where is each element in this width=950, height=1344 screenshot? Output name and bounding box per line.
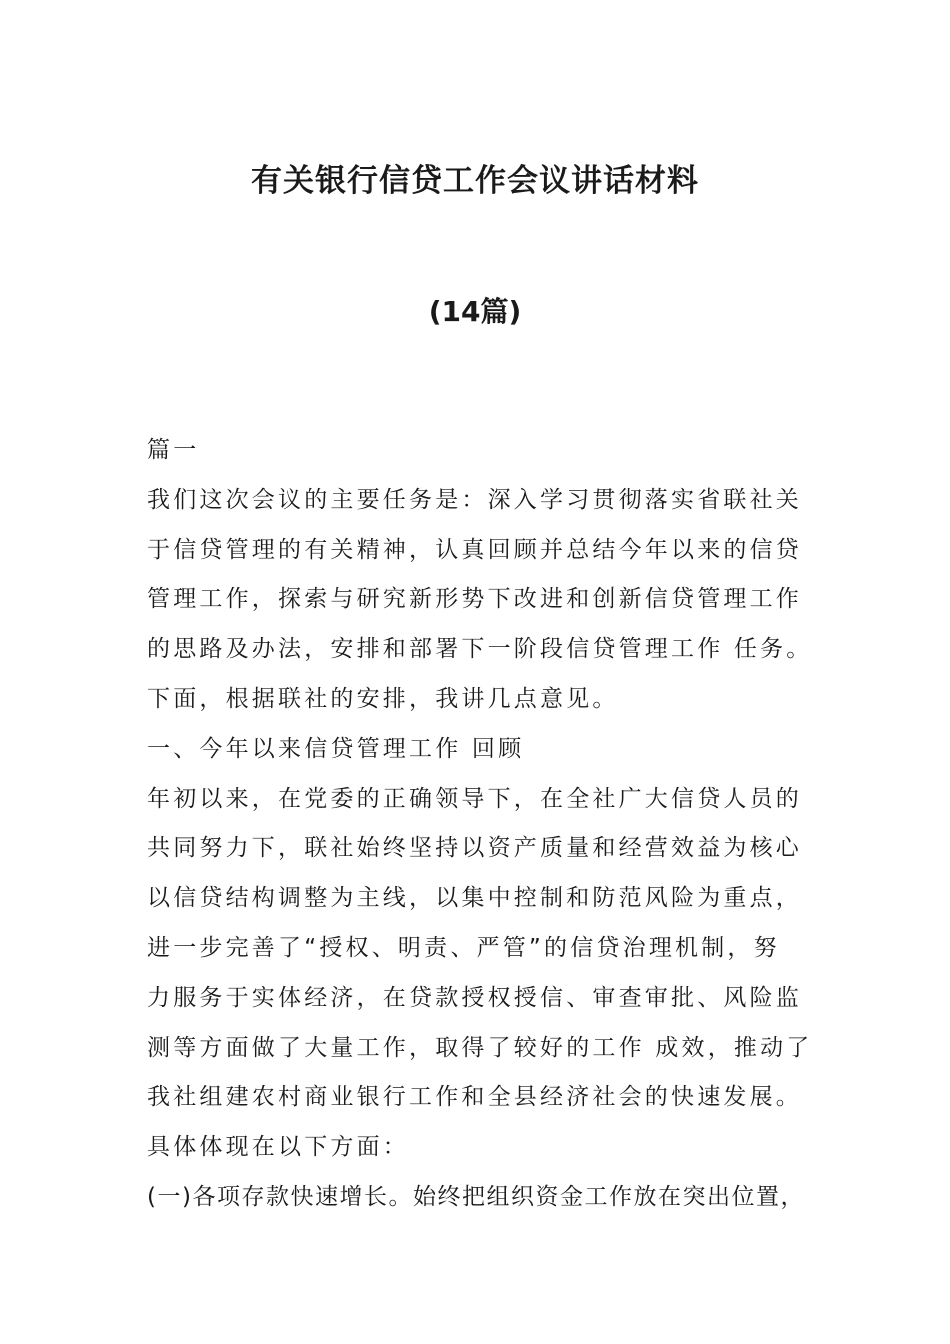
body-line: 共同努力下，联社始终坚持以资产质量和经营效益为核心	[147, 835, 802, 862]
body-line: 年初以来，在党委的正确领导下，在全社广大信贷人员的	[147, 785, 802, 812]
section-heading: 篇一	[147, 437, 200, 463]
body-line: 力服务于实体经济，在贷款授权授信、审查审批、风险监	[147, 984, 802, 1011]
body-line: (一)各项存款快速增长。始终把组织资金工作放在突出位置，	[147, 1183, 805, 1210]
subsection-heading: 一、今年以来信贷管理工作 回顾	[147, 735, 525, 762]
document-body	[147, 430, 827, 1227]
body-line: 管理工作，探索与研究新形势下改进和创新信贷管理工作	[147, 586, 802, 613]
body-line: 的思路及办法，安排和部署下一阶段信贷管理工作 任务。	[147, 636, 813, 663]
body-line: 我们这次会议的主要任务是：深入学习贯彻落实省联社关	[147, 486, 802, 513]
body-line: 以信贷结构调整为主线，以集中控制和防范风险为重点，	[147, 885, 802, 912]
document-title: 有关银行信贷工作会议讲话材料	[251, 163, 699, 199]
body-line: 进一步完善了“授权、明责、严管”的信贷治理机制，努	[147, 934, 780, 961]
document-subtitle: (14篇)	[428, 295, 522, 328]
body-line: 我社组建农村商业银行工作和全县经济社会的快速发展。	[147, 1084, 802, 1111]
body-line: 测等方面做了大量工作，取得了较好的工作 成效，推动了	[147, 1034, 813, 1061]
body-line: 于信贷管理的有关精神，认真回顾并总结今年以来的信贷	[147, 536, 802, 563]
body-line: 具体体现在以下方面：	[147, 1134, 409, 1161]
body-line: 下面，根据联社的安排，我讲几点意见。	[147, 685, 619, 712]
